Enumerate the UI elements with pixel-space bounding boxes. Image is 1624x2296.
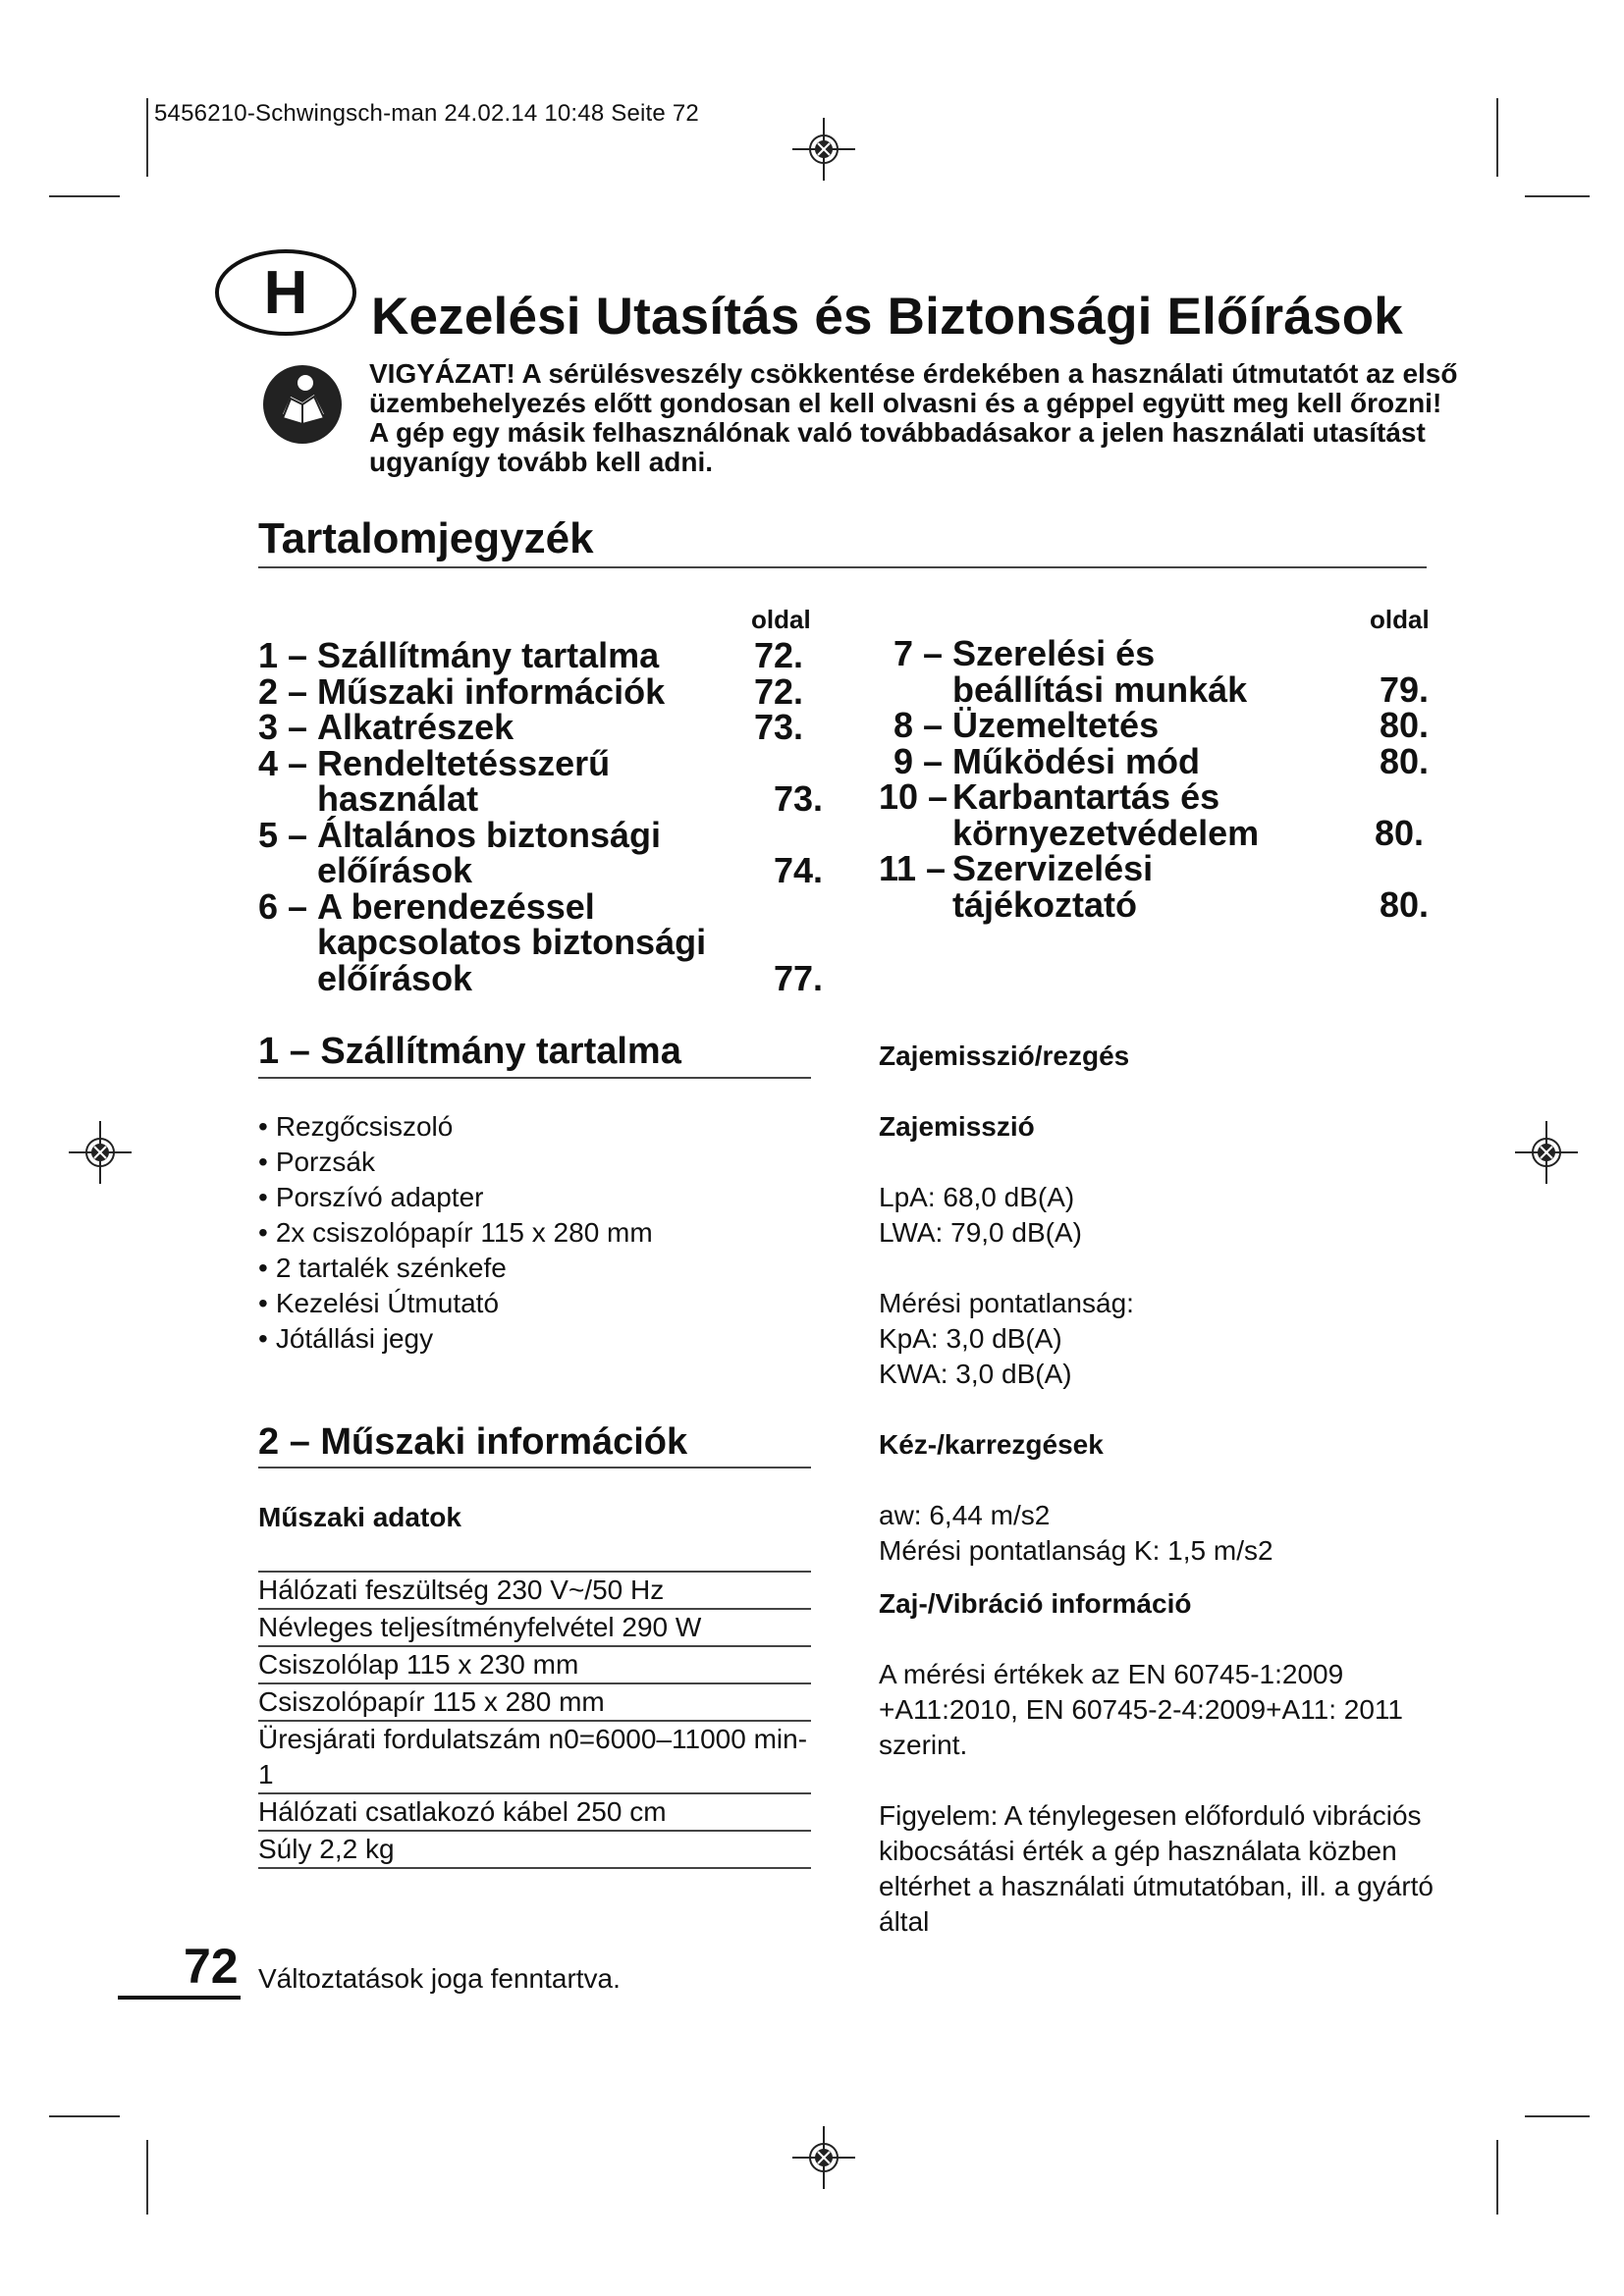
uncertainty-label: Mérési pontatlanság:	[879, 1288, 1134, 1318]
delivery-contents-list	[258, 1109, 808, 1357]
toc-item[interactable]: 10 – Karbantartás és környezetvédelem 80.	[879, 776, 1424, 853]
table-row: Névleges teljesítményfelvétel 290 W	[258, 1609, 811, 1646]
toc-item[interactable]: 4 – Rendeltetésszerű használat 73.	[258, 742, 823, 819]
list-item: • Rezgőcsiszoló	[258, 1109, 808, 1145]
kpa-value: KpA: 3,0 dB(A)	[879, 1323, 1062, 1354]
page-title: Kezelési Utasítás és Biztonsági Előírások	[371, 288, 1403, 346]
page-number-rule	[118, 1996, 241, 2000]
crop-mark	[1496, 98, 1498, 177]
table-row: Hálózati feszültség 230 V~/50 Hz	[258, 1573, 811, 1609]
crop-mark	[146, 98, 148, 177]
section-divider	[258, 1077, 811, 1079]
table-row: Csiszolólap 115 x 230 mm	[258, 1646, 811, 1683]
registration-mark-icon	[1515, 1121, 1578, 1184]
country-code-badge	[214, 247, 357, 338]
k-uncertainty-value: Mérési pontatlanság K: 1,5 m/s2	[879, 1535, 1273, 1566]
country-code: H	[263, 259, 308, 327]
registration-mark-icon	[792, 2126, 855, 2189]
print-slug: 5456210-Schwingsch-man 24.02.14 10:48 Seite 72	[154, 100, 699, 127]
tech-data-table	[258, 1573, 811, 1869]
toc-item[interactable]: 1 – Szállítmány tartalma 72.	[258, 635, 803, 675]
table-row: Súly 2,2 kg	[258, 1831, 811, 1868]
noise-vibration-heading: Zajemisszió/rezgés	[879, 1041, 1130, 1071]
noise-heading: Zajemisszió	[879, 1111, 1035, 1142]
toc-item[interactable]: 3 – Alkatrészek 73.	[258, 707, 803, 747]
table-row: Üresjárati fordulatszám n0=6000–11000 min-1	[258, 1721, 811, 1793]
toc-divider	[258, 566, 1427, 568]
read-manual-icon	[261, 363, 344, 446]
crop-mark	[49, 195, 120, 197]
footer-note: Változtatások joga fenntartva.	[258, 1963, 621, 1994]
list-item: • Porzsák	[258, 1145, 808, 1180]
section-2-title: 2 – Műszaki információk	[258, 1421, 688, 1463]
list-item: • Kezelési Útmutató	[258, 1286, 808, 1321]
toc-item[interactable]: 11 – Szervizelési tájékoztató 80.	[879, 848, 1429, 925]
registration-mark-icon	[792, 118, 855, 181]
crop-mark	[49, 2115, 120, 2117]
table-row: Csiszolópapír 115 x 280 mm	[258, 1683, 811, 1721]
info-heading: Zaj-/Vibráció információ	[879, 1588, 1192, 1619]
lwa-value: LWA: 79,0 dB(A)	[879, 1217, 1082, 1248]
standards-text: A mérési értékek az EN 60745-1:2009 +A11:2010, EN 60745-2-4:2009+A11: 2011 szerint.	[879, 1659, 1403, 1760]
crop-mark	[146, 2140, 148, 2215]
list-item: • Jótállási jegy	[258, 1321, 808, 1357]
section-1-title: 1 – Szállítmány tartalma	[258, 1031, 681, 1072]
crop-mark	[1525, 2115, 1590, 2117]
lpa-value: LpA: 68,0 dB(A)	[879, 1182, 1075, 1212]
kwa-value: KWA: 3,0 dB(A)	[879, 1359, 1072, 1389]
table-row: Hálózati csatlakozó kábel 250 cm	[258, 1793, 811, 1831]
crop-mark	[1496, 2140, 1498, 2215]
registration-mark-icon	[69, 1121, 132, 1184]
toc-item[interactable]: 9 – Működési mód 80.	[893, 740, 1429, 781]
aw-value: aw: 6,44 m/s2	[879, 1500, 1051, 1530]
toc-item[interactable]: 6 – A berendezéssel kapcsolatos biztonsági előírások 77.	[258, 885, 823, 998]
noise-vibration-column	[879, 1039, 1438, 1940]
toc-page-label-right: oldal	[1370, 605, 1430, 634]
list-item: • 2 tartalék szénkefe	[258, 1251, 808, 1286]
toc-list-left	[258, 635, 823, 998]
page-number: 72	[184, 1939, 239, 1994]
section-divider	[258, 1467, 811, 1468]
toc-list-right	[879, 633, 1429, 925]
toc-item[interactable]: 8 – Üzemeltetés 80.	[893, 705, 1429, 745]
toc-page-label-left: oldal	[751, 605, 811, 634]
toc-title: Tartalomjegyzék	[258, 514, 594, 562]
list-item: • 2x csiszolópapír 115 x 280 mm	[258, 1215, 808, 1251]
hand-arm-heading: Kéz-/karrezgések	[879, 1429, 1104, 1460]
crop-mark	[1525, 195, 1590, 197]
tech-data-subtitle: Műszaki adatok	[258, 1502, 461, 1532]
warning-text: VIGYÁZAT! A sérülésveszély csökkentése érdekében a használati útmutatót az első üzembehelyezés előtt gondosan el kell olvasni és a géppel együtt meg kell őrozni! A gép egy másik felhasználónak való továbbadásakor a jelen használati utasítást ugyanígy tovább kell adni.	[369, 358, 1458, 477]
toc-item[interactable]: 5 – Általános biztonsági előírások 74.	[258, 814, 823, 890]
toc-item[interactable]: 2 – Műszaki információk 72.	[258, 670, 803, 712]
vibration-note: Figyelem: A ténylegesen előforduló vibrációs kibocsátási érték a gép használata közben eltérhet a használati útmutatóban, ill. a gyártó által	[879, 1800, 1435, 1937]
toc-item[interactable]: 7 – Szerelési és beállítási munkák 79.	[893, 633, 1429, 710]
list-item: • Porszívó adapter	[258, 1180, 808, 1215]
